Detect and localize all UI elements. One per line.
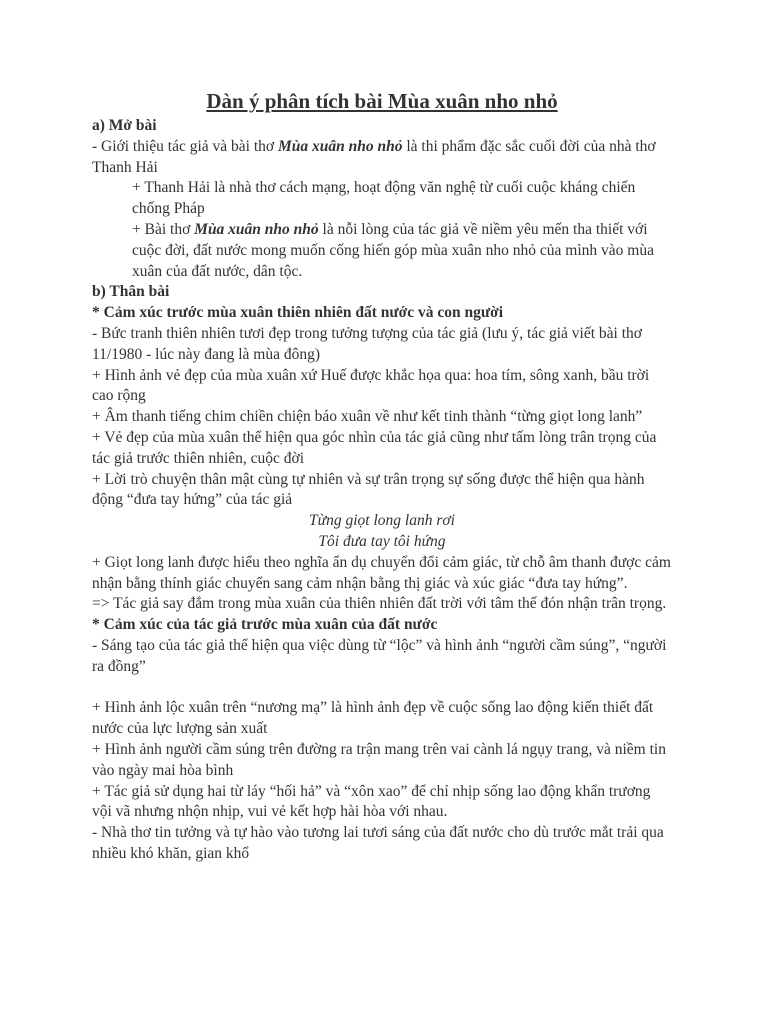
section-b-paragraph-12: - Nhà thơ tin tưởng và tự hào vào tương lai tươi sáng của đất nước cho dù trước mắt trải qua nhiều khó khăn, gian khổ: [92, 824, 664, 862]
section-b-paragraph-3: + Âm thanh tiếng chim chiền chiện báo xuân về như kết tinh thành “từng giọt long lanh”: [92, 408, 643, 426]
section-b-paragraph-5: + Lời trò chuyện thân mật cùng tự nhiên và sự trân trọng sự sống được thể hiện qua hành động “đưa tay hứng” của tác giả: [92, 470, 645, 509]
section-a-paragraph-3: + Bài thơ Mùa xuân nho nhỏ là nỗi lòng của tác giả về niềm yêu mến tha thiết với cuộc đời, đất nước mong muốn cống hiến góp mùa xuân nho nhỏ của mình vào mùa xuân của đất nước, dân tộc.: [132, 220, 654, 280]
section-b-paragraph-10: + Hình ảnh người cầm súng trên đường ra trận mang trên vai cành lá ngụy trang, và niềm tin vào ngày mai hòa bình: [92, 740, 666, 779]
section-b-paragraph-8: - Sáng tạo của tác giả thể hiện qua việc dùng từ “lộc” và hình ảnh “người cầm súng”, “người ra đồng”: [92, 636, 667, 675]
page-title: Dàn ý phân tích bài Mùa xuân nho nhỏ: [206, 89, 558, 113]
section-b-paragraph-2: + Hình ảnh vẻ đẹp của mùa xuân xứ Huế được khắc họa qua: hoa tím, sông xanh, bầu trời cao rộng: [92, 366, 650, 405]
section-b-paragraph-1: - Bức tranh thiên nhiên tươi đẹp trong tưởng tượng của tác giả (lưu ý, tác giả viết bài thơ 11/1980 - lúc này đang là mùa đông): [92, 324, 642, 363]
blank-line: [92, 678, 672, 699]
section-b-paragraph-4: + Vẻ đẹp của mùa xuân thể hiện qua góc nhìn của tác giả cũng như tấm lòng trân trọng của tác giả trước thiên nhiên, cuộc đời: [92, 428, 657, 467]
section-b-paragraph-7: => Tác giả say đắm trong mùa xuân của thiên nhiên đất trời với tâm thế đón nhận trân trọng.: [92, 595, 667, 613]
section-b-paragraph-6: + Giọt long lanh được hiểu theo nghĩa ẩn dụ chuyển đổi cảm giác, từ chỗ âm thanh được cảm nhận bằng thính giác chuyển sang cảm nhận bằng thị giác và xúc giác “đưa tay hứng”.: [92, 553, 671, 592]
section-b-heading: b) Thân bài: [92, 283, 170, 301]
section-a-heading: a) Mở bài: [92, 117, 157, 134]
section-b-subheading-2: * Cảm xúc của tác giả trước mùa xuân của đất nước: [92, 616, 438, 634]
section-a-paragraph-1: - Giới thiệu tác giả và bài thơ Mùa xuân nho nhỏ là thi phẩm đặc sắc cuối đời của nhà thơ Thanh Hải: [92, 137, 656, 176]
verse-line-1: Từng giọt long lanh rơi: [309, 512, 455, 530]
section-b-subheading-1: * Cảm xúc trước mùa xuân thiên nhiên đất nước và con người: [92, 304, 504, 322]
section-a-paragraph-2: + Thanh Hải là nhà thơ cách mạng, hoạt động văn nghệ từ cuối cuộc kháng chiến chống Pháp: [132, 179, 636, 218]
verse-line-2: Tôi đưa tay tôi hứng: [318, 532, 446, 550]
section-b-paragraph-11: + Tác giả sử dụng hai từ láy “hối hả” và “xôn xao” để chỉ nhịp sống lao động khẩn trương vội vã nhưng nhộn nhịp, vui vẻ kết hợp hài hòa với nhau.: [92, 782, 651, 821]
section-b-paragraph-9: + Hình ảnh lộc xuân trên “nương mạ” là hình ảnh đẹp về cuộc sống lao động kiến thiết đất nước của lực lượng sản xuất: [92, 699, 654, 738]
